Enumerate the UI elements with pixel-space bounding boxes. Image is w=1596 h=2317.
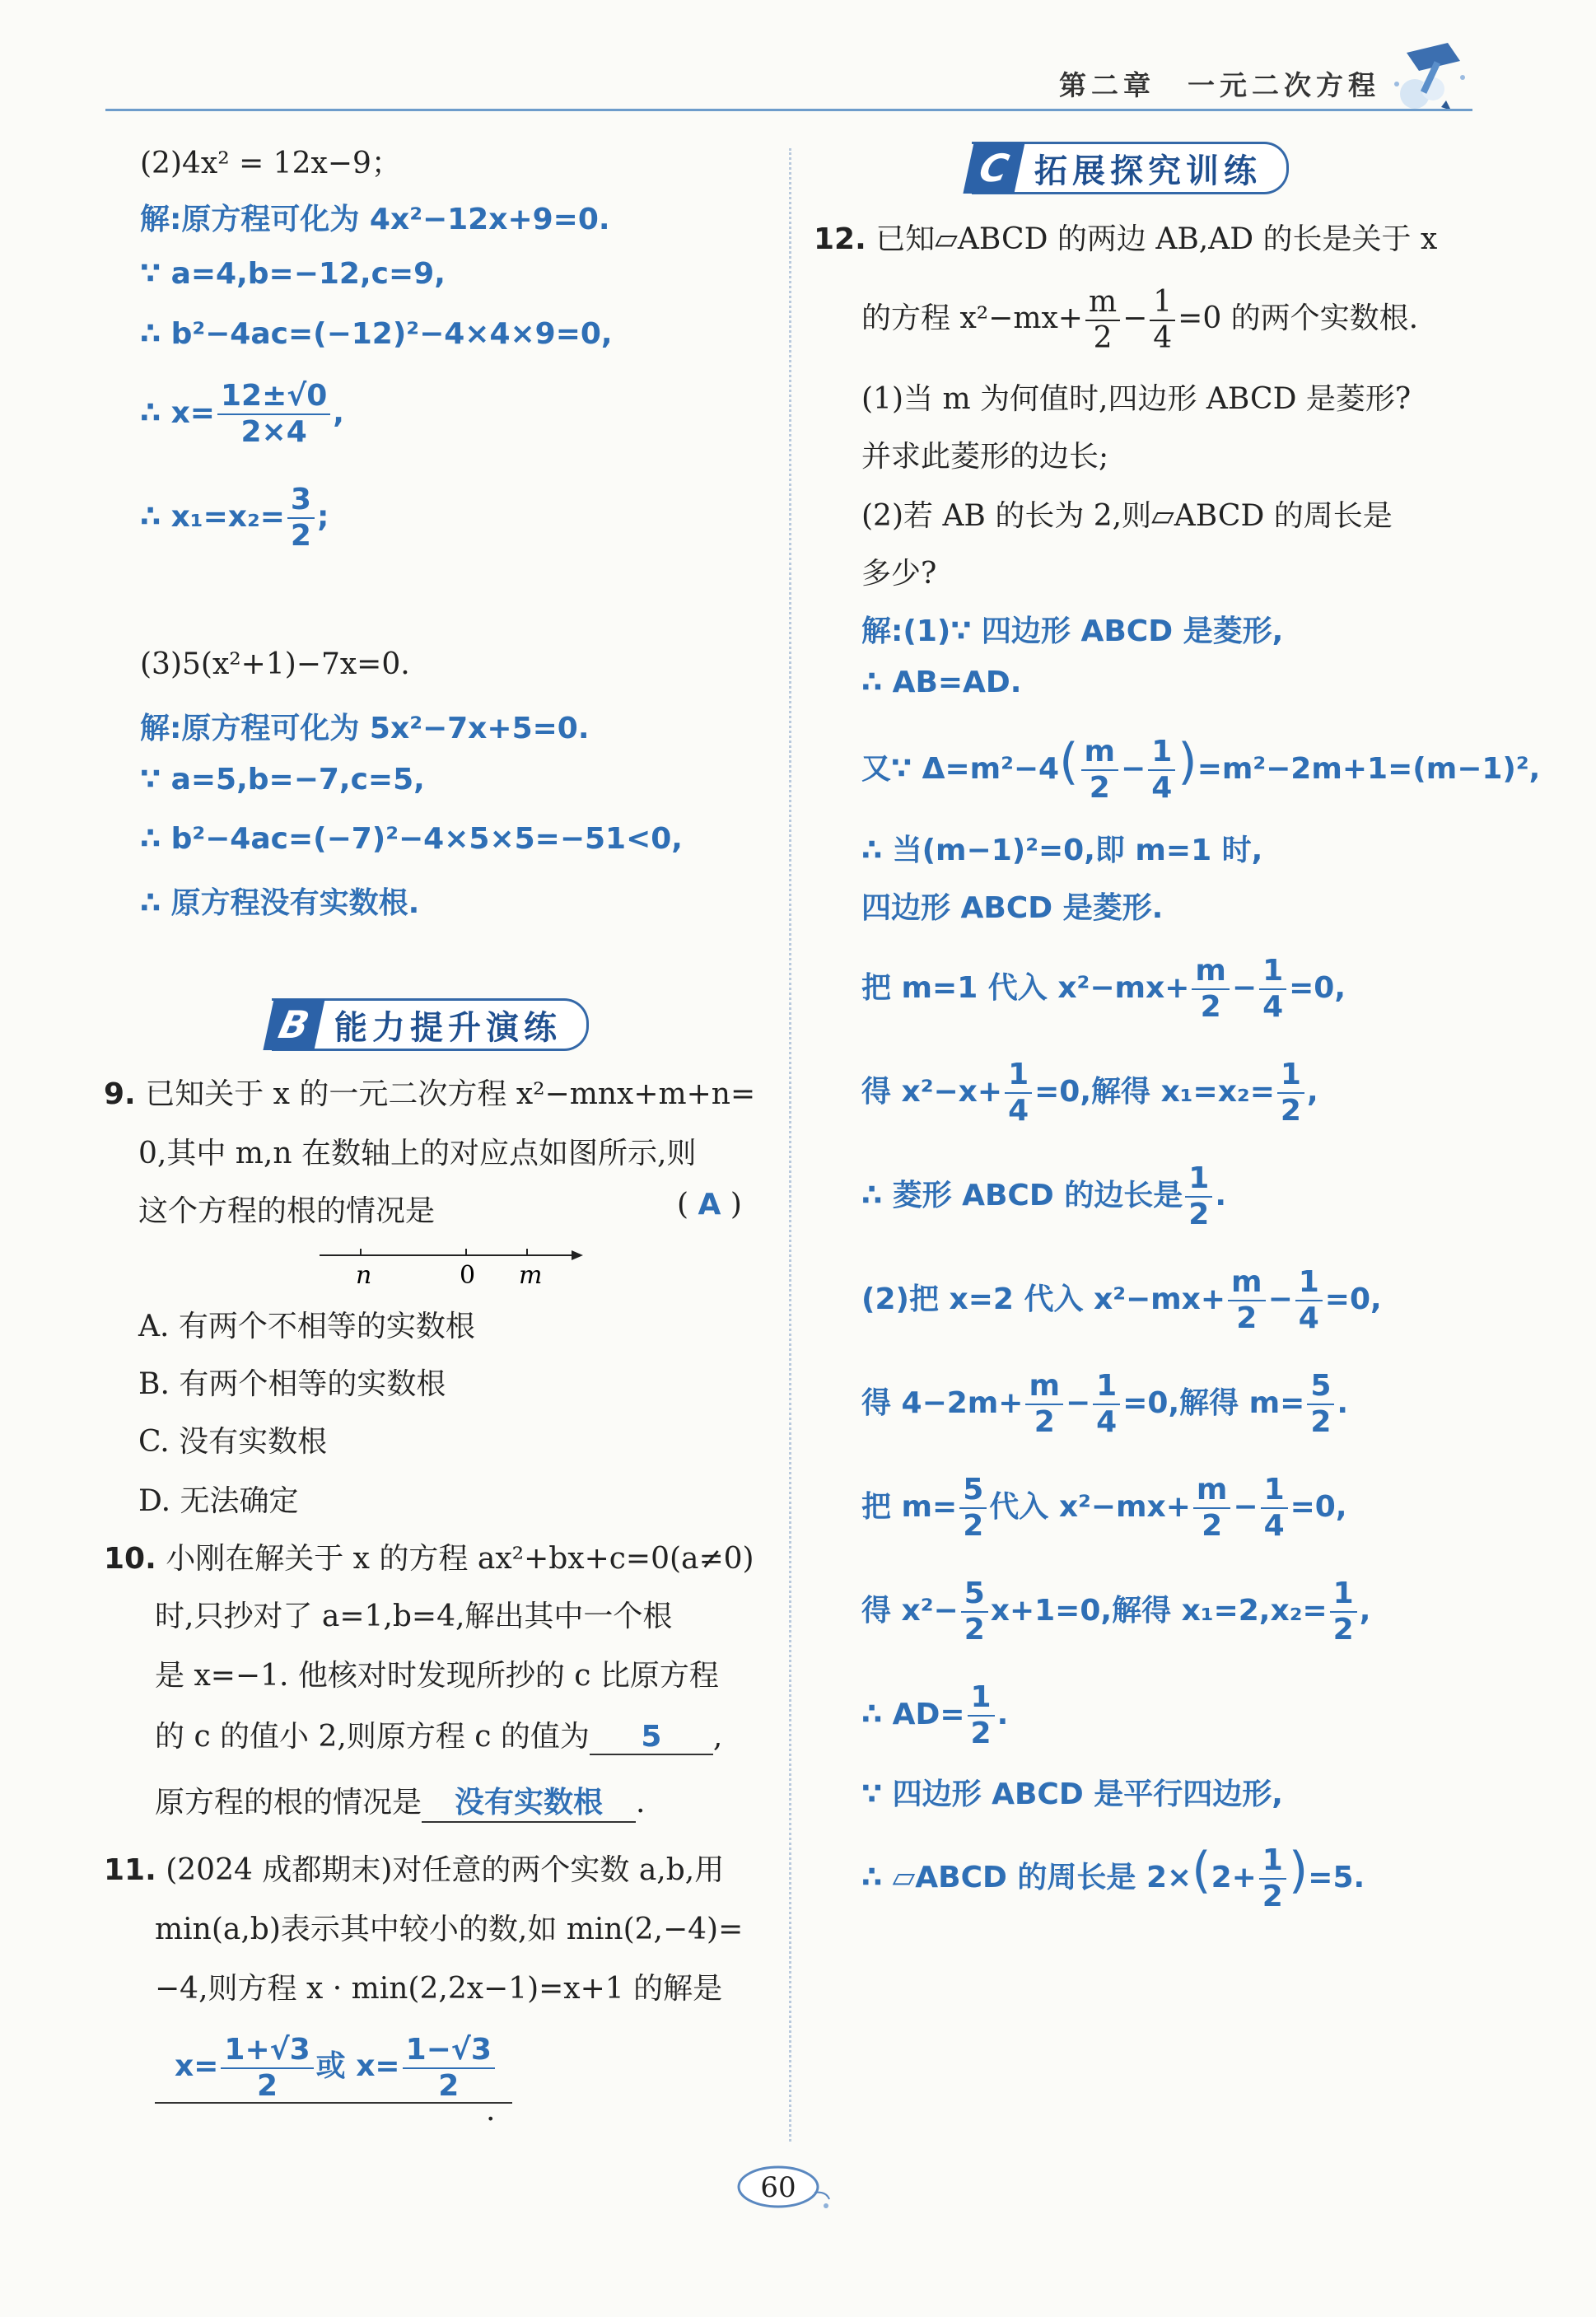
q11-number: 11. (104, 1853, 156, 1887)
q12-sol-10: 得 4−2m+ $\frac{m}{2}$ − $\frac{1}{4}$ =0,解得 m= $\frac{5}{2}$ . (861, 1369, 1349, 1439)
section-c-title: 拓展探究训练 (1034, 152, 1262, 190)
section-b-badge: B (263, 999, 324, 1050)
q12-sol-8: ∴ 菱形 ABCD 的边长是 $\frac{1}{2}$ . (861, 1161, 1227, 1231)
header-rule (105, 109, 1472, 111)
q12-sol-3: 又∵ Δ=m²−4( $\frac{m}{2}$ − $\frac{1}{4}$ )=m²−2m+1=(m−1)², (861, 733, 1541, 805)
p2-sol-line4: ∴ x= $\frac{12\pm√0}{2\times 4}$ , (140, 379, 344, 449)
q10-line4: 的 c 的值小 2,则原方程 c 的值为 5 , (155, 1720, 723, 1754)
q12-line2: 的方程 x²−mx+ $\frac{m}{2}$ − $\frac{1}{4}$ =0 的两个实数根. (861, 285, 1419, 355)
q10-number: 10. (104, 1542, 156, 1576)
p2-question: (2)4x² = 12x−9； (140, 147, 401, 180)
q12-sub4: 多少? (861, 557, 937, 591)
q12-sol-14: ∵ 四边形 ABCD 是平行四边形, (861, 1777, 1283, 1811)
q12-sol-5: 四边形 ABCD 是菱形. (861, 891, 1164, 925)
p3-sol-line1: 解:原方程可化为 5x²−7x+5=0. (140, 712, 590, 745)
p2-sol-line3: ∴ b²−4ac=(−12)²−4×4×9=0, (140, 317, 613, 351)
q12-sol-12: 得 x²− $\frac{5}{2}$ x+1=0,解得 x₁=2,x₂= $\frac{1}{2}$ , (861, 1577, 1371, 1647)
q9-option-c: C. 没有实数根 (138, 1425, 328, 1459)
axis-label-m: m (519, 1261, 543, 1290)
q9-line2: 0,其中 m,n 在数轴上的对应点如图所示,则 (138, 1137, 697, 1170)
section-b-heading (272, 998, 589, 1051)
p3-sol-line2: ∵ a=5,b=−7,c=5, (140, 763, 425, 796)
page-number: 60 (760, 2171, 796, 2204)
fraction: $\frac{1+√3}{2}$ (221, 2034, 313, 2102)
q12-sol-6: 把 m=1 代入 x²−mx+ $\frac{m}{2}$ − $\frac{1}{4}$ =0, (861, 954, 1346, 1024)
q12-number: 12. (814, 222, 866, 256)
column-divider (789, 148, 791, 2142)
q9-line3: 这个方程的根的情况是 (138, 1194, 436, 1228)
q9-answer: A (698, 1188, 721, 1222)
q12-sub2: 并求此菱形的边长; (861, 440, 1109, 474)
section-b-title: 能力提升演练 (334, 1008, 562, 1047)
q12-sol-13: ∴ AD= $\frac{1}{2}$ . (861, 1680, 1009, 1750)
number-line (315, 1237, 586, 1295)
p2-sol-line2: ∵ a=4,b=−12,c=9, (140, 257, 446, 291)
q10-line1: 10. 小刚在解关于 x 的方程 ax²+bx+c=0(a≠0) (104, 1542, 754, 1576)
q12-sol-9: (2)把 x=2 代入 x²−mx+ $\frac{m}{2}$ − $\frac{1}{4}$ =0, (861, 1265, 1382, 1335)
pen-cap-icon (1382, 36, 1472, 119)
chapter-title: 第二章 一元二次方程 (1059, 69, 1380, 101)
q9-answer-bracket: ( A ) (677, 1188, 742, 1222)
axis-label-n: n (356, 1261, 372, 1290)
q12-line1: 12. 已知▱ABCD 的两边 AB,AD 的长是关于 x (814, 222, 1438, 256)
q9-number: 9. (104, 1077, 136, 1111)
fraction: $\frac{3}{2}$ (287, 484, 315, 552)
q10-line3: 是 x=−1. 他核对时发现所抄的 c 比原方程 (155, 1659, 719, 1693)
q12-sol-2: ∴ AB=AD. (861, 666, 1022, 699)
q12-sol-7: 得 x²−x+ $\frac{1}{4}$ =0,解得 x₁=x₂= $\frac{1}{2}$ , (861, 1058, 1318, 1128)
q11-answer: x= $\frac{1+√3}{2}$ 或 x= $\frac{1-√3}{2}$ (155, 2034, 512, 2104)
q12-sol-11: 把 m= $\frac{5}{2}$ 代入 x²−mx+ $\frac{m}{2}$ − $\frac{1}{4}$ =0, (861, 1473, 1347, 1543)
q9-option-d: D. 无法确定 (138, 1484, 299, 1518)
p3-sol-line4: ∴ 原方程没有实数根. (140, 886, 420, 920)
q12-sub1: (1)当 m 为何值时,四边形 ABCD 是菱形? (861, 382, 1412, 416)
q10-answer2: 没有实数根 (422, 1779, 636, 1823)
q12-sub3: (2)若 AB 的长为 2,则▱ABCD 的周长是 (861, 499, 1393, 533)
q12-sol-15: ∴ ▱ABCD 的周长是 2×(2+ $\frac{1}{2}$ )=5. (861, 1842, 1365, 1913)
q9-line1: 9. 已知关于 x 的一元二次方程 x²−mnx+m+n= (104, 1077, 756, 1111)
p2-sol-line1: 解:原方程可化为 4x²−12x+9=0. (140, 203, 610, 236)
fraction: $\frac{12\pm√0}{2\times 4}$ (217, 381, 330, 448)
p3-sol-line3: ∴ b²−4ac=(−7)²−4×5×5=−51<0, (140, 822, 683, 856)
axis-label-0: 0 (460, 1261, 476, 1290)
q10-line5: 原方程的根的情况是 没有实数根 . (155, 1779, 645, 1823)
q11-period: . (486, 2094, 496, 2128)
p3-question: (3)5(x²+1)−7x=0. (140, 647, 410, 681)
section-c-badge: C (963, 142, 1024, 194)
q12-sol-1: 解:(1)∵ 四边形 ABCD 是菱形, (861, 614, 1284, 648)
page-number-badge (729, 2158, 836, 2216)
q11-line2: min(a,b)表示其中较小的数,如 min(2,−4)= (155, 1913, 744, 1946)
section-c-heading (972, 142, 1289, 194)
q9-option-b: B. 有两个相等的实数根 (138, 1367, 446, 1401)
q9-option-a: A. 有两个不相等的实数根 (138, 1310, 475, 1343)
fraction: $\frac{1-√3}{2}$ (403, 2034, 495, 2102)
q10-line2: 时,只抄对了 a=1,b=4,解出其中一个根 (155, 1600, 673, 1633)
p2-sol-line5: ∴ x₁=x₂= $\frac{3}{2}$ ; (140, 483, 329, 553)
q11-line1: 11. (2024 成都期末)对任意的两个实数 a,b,用 (104, 1853, 725, 1887)
q10-answer1: 5 (590, 1720, 713, 1755)
q11-line3: −4,则方程 x · min(2,2x−1)=x+1 的解是 (155, 1972, 723, 2006)
q12-sol-4: ∴ 当(m−1)²=0,即 m=1 时, (861, 834, 1263, 867)
